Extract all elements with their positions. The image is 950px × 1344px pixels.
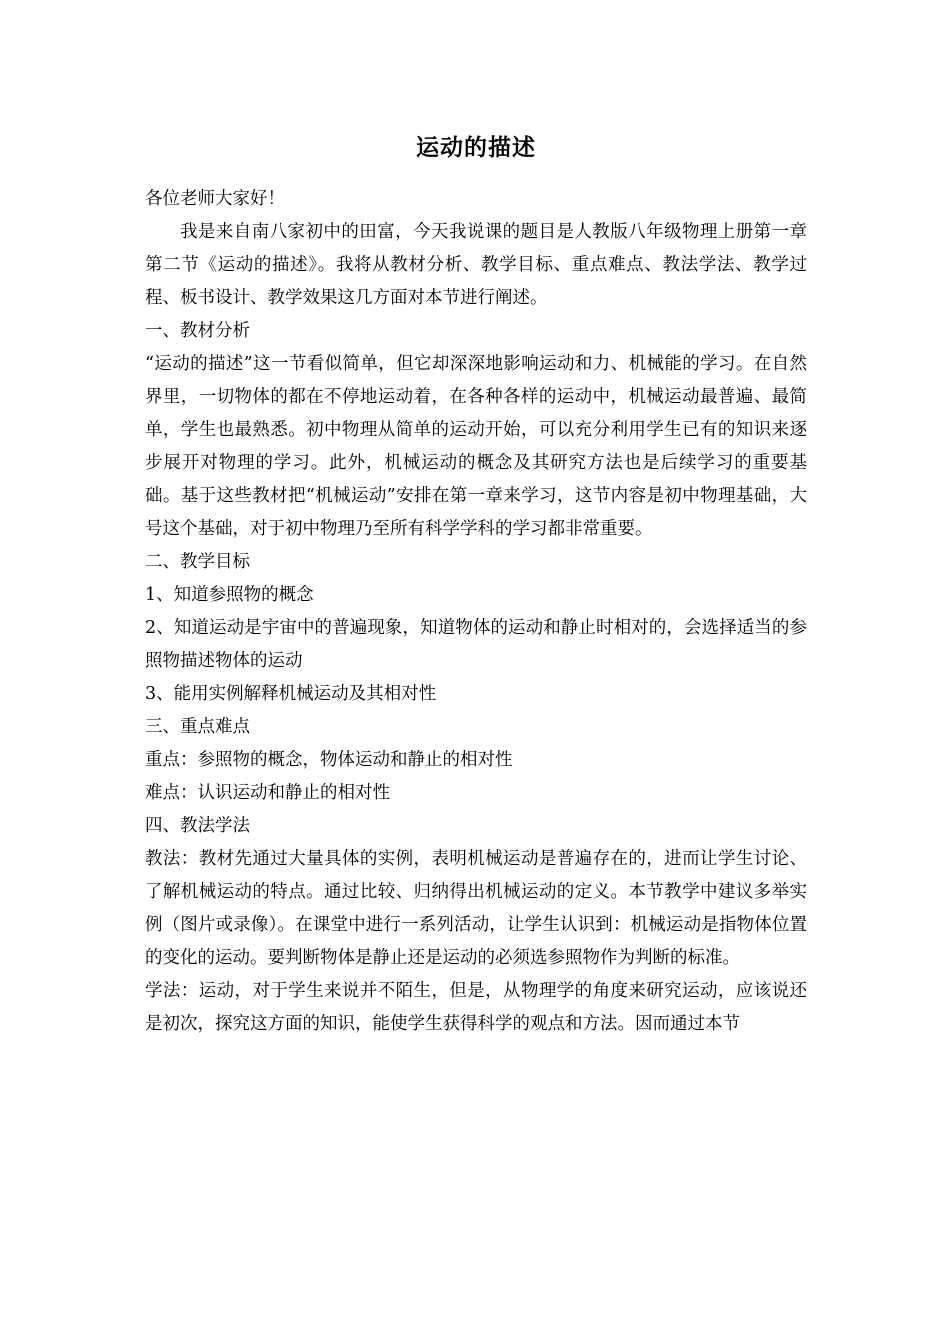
intro-paragraph: 我是来自南八家初中的田富，今天我说课的题目是人教版八年级物理上册第一章第二节《运动的描述》。我将从教材分析、教学目标、重点难点、教法学法、教学过程、板书设计、教学效果这几方面对本节进行阐述。: [145, 222, 807, 308]
learning-method-paragraph: 学法：运动，对于学生来说并不陌生，但是，从物理学的角度来研究运动，应该说还是初次，探究这方面的知识，能使学生获得科学的观点和方法。因而通过本节: [145, 981, 807, 1034]
goal-item-1: 1、知道参照物的概念: [145, 585, 314, 605]
section-heading-methods: 四、教法学法: [145, 816, 250, 836]
section-heading-key-points: 三、重点难点: [145, 717, 250, 737]
greeting-paragraph: 各位老师大家好！: [145, 189, 285, 209]
teaching-method-paragraph: 教法：教材先通过大量具体的实例，表明机械运动是普遍存在的，进而让学生讨论、了解机械运动的特点。通过比较、归纳得出机械运动的定义。本节教学中建议多举实例（图片或录像）。在课堂中进行一系列活动，让学生认识到：机械运动是指物体位置的变化的运动。要判断物体是静止还是运动的必须选参照物作为判断的标准。: [145, 849, 807, 968]
goal-item-2: 2、知道运动是宇宙中的普遍现象，知道物体的运动和静止时相对的，会选择适当的参照物描述物体的运动: [145, 618, 807, 671]
key-point-paragraph: 重点：参照物的概念，物体运动和静止的相对性: [145, 750, 513, 770]
section-heading-textbook-analysis: 一、教材分析: [145, 321, 250, 341]
textbook-analysis-paragraph: “运动的描述”这一节看似简单，但它却深深地影响运动和力、机械能的学习。在自然界里，一切物体的都在不停地运动着，在各种各样的运动中，机械运动最普遍、最简单，学生也最熟悉。初中物理从简单的运动开始，可以充分利用学生已有的知识来逐步展开对物理的学习。此外，机械运动的概念及其研究方法也是后续学习的重要基础。基于这些教材把“机械运动”安排在第一章来学习，这节内容是初中物理基础，大号这个基础，对于初中物理乃至所有科学学科的学习都非常重要。: [145, 354, 807, 539]
section-heading-teaching-goals: 二、教学目标: [145, 552, 250, 572]
document-body: [145, 183, 807, 1041]
document-title: 运动的描述: [416, 134, 536, 161]
difficulty-paragraph: 难点：认识运动和静止的相对性: [145, 783, 390, 803]
goal-item-3: 3、能用实例解释机械运动及其相对性: [145, 684, 437, 704]
